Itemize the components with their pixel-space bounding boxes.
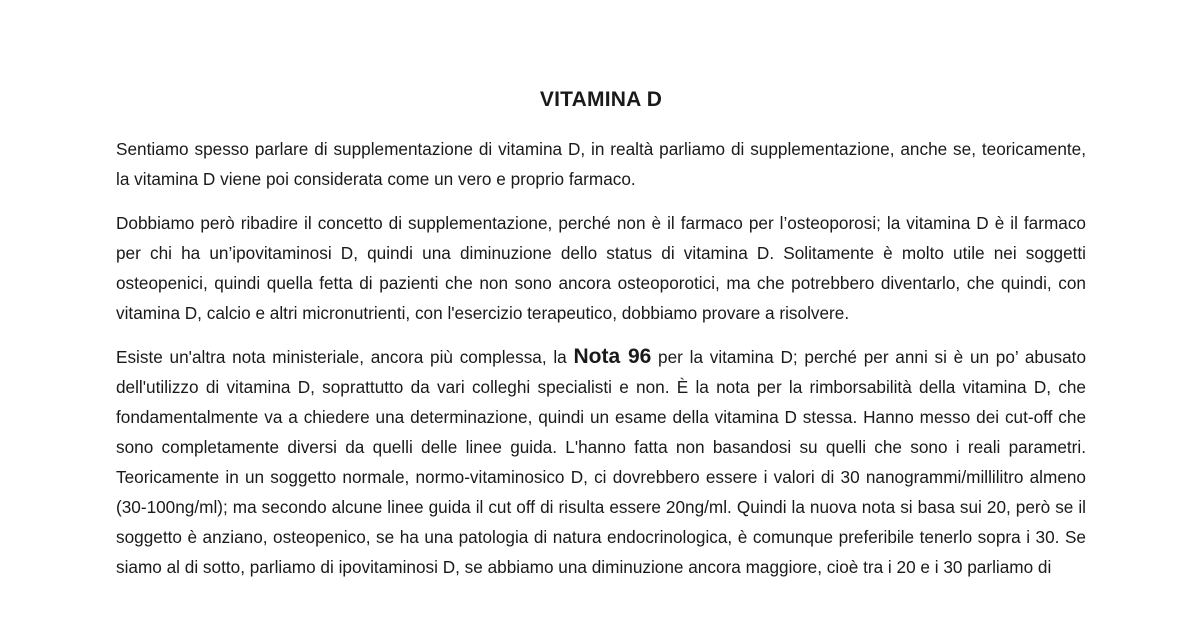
document-page <box>116 88 1086 582</box>
paragraph-3 <box>116 342 1086 582</box>
nota-96-emphasis: Nota 96 <box>573 345 652 368</box>
paragraph-2: Dobbiamo però ribadire il concetto di supplementazione, perché non è il farmaco per l’osteoporosi; la vitamina D è il farmaco per chi ha un’ipovitaminosi D, quindi una diminuzione dello status di vitamina D. Solitamente è molto utile nei soggetti osteopenici, quindi quella fetta di pazienti che non sono ancora osteoporotici, ma che potrebbero diventarlo, che quindi, con vitamina D, calcio e altri micronutrienti, con l'esercizio terapeutico, dobbiamo provare a risolvere. <box>116 213 1086 323</box>
document-title: VITAMINA D <box>539 88 663 111</box>
paragraph-3-body: per la vitamina D; perché per anni si è un po’ abusato dell'utilizzo di vitamina D, soprattutto da vari colleghi specialisti e non. È la nota per la rimborsabilità della vitamina D, che fondamentalmente va a chiedere una determinazione, quindi un esame della vitamina D stessa. Hanno messo dei cut-off che sono completamente diversi da quelli delle linee guida. L'hanno fatta non basandosi su quelli che sono i reali parametri. Teoricamente in un soggetto normale, normo-vitaminosico D, ci dovrebbero essere i valori di 30 nanogrammi/millilitro almeno (30-100ng/ml); ma secondo alcune linee guida il cut off di risulta essere 20ng/ml. Quindi la nuova nota si basa sui 20, però se il soggetto è anziano, osteopenico, se ha una patologia di natura endocrinologica, è comunque preferibile tenerlo sopra i 30. Se siamo al di sotto, parliamo di ipovitaminosi D, se abbiamo una diminuzione ancora maggiore, cioè tra i 20 e i 30 parliamo di <box>116 347 1087 577</box>
paragraph-3-intro: Esiste un'altra nota ministeriale, ancora più complessa, la <box>116 347 574 367</box>
paragraph-1: Sentiamo spesso parlare di supplementazione di vitamina D, in realtà parliamo di supplementazione, anche se, teoricamente, la vitamina D viene poi considerata come un vero e proprio farmaco. <box>116 139 1086 189</box>
